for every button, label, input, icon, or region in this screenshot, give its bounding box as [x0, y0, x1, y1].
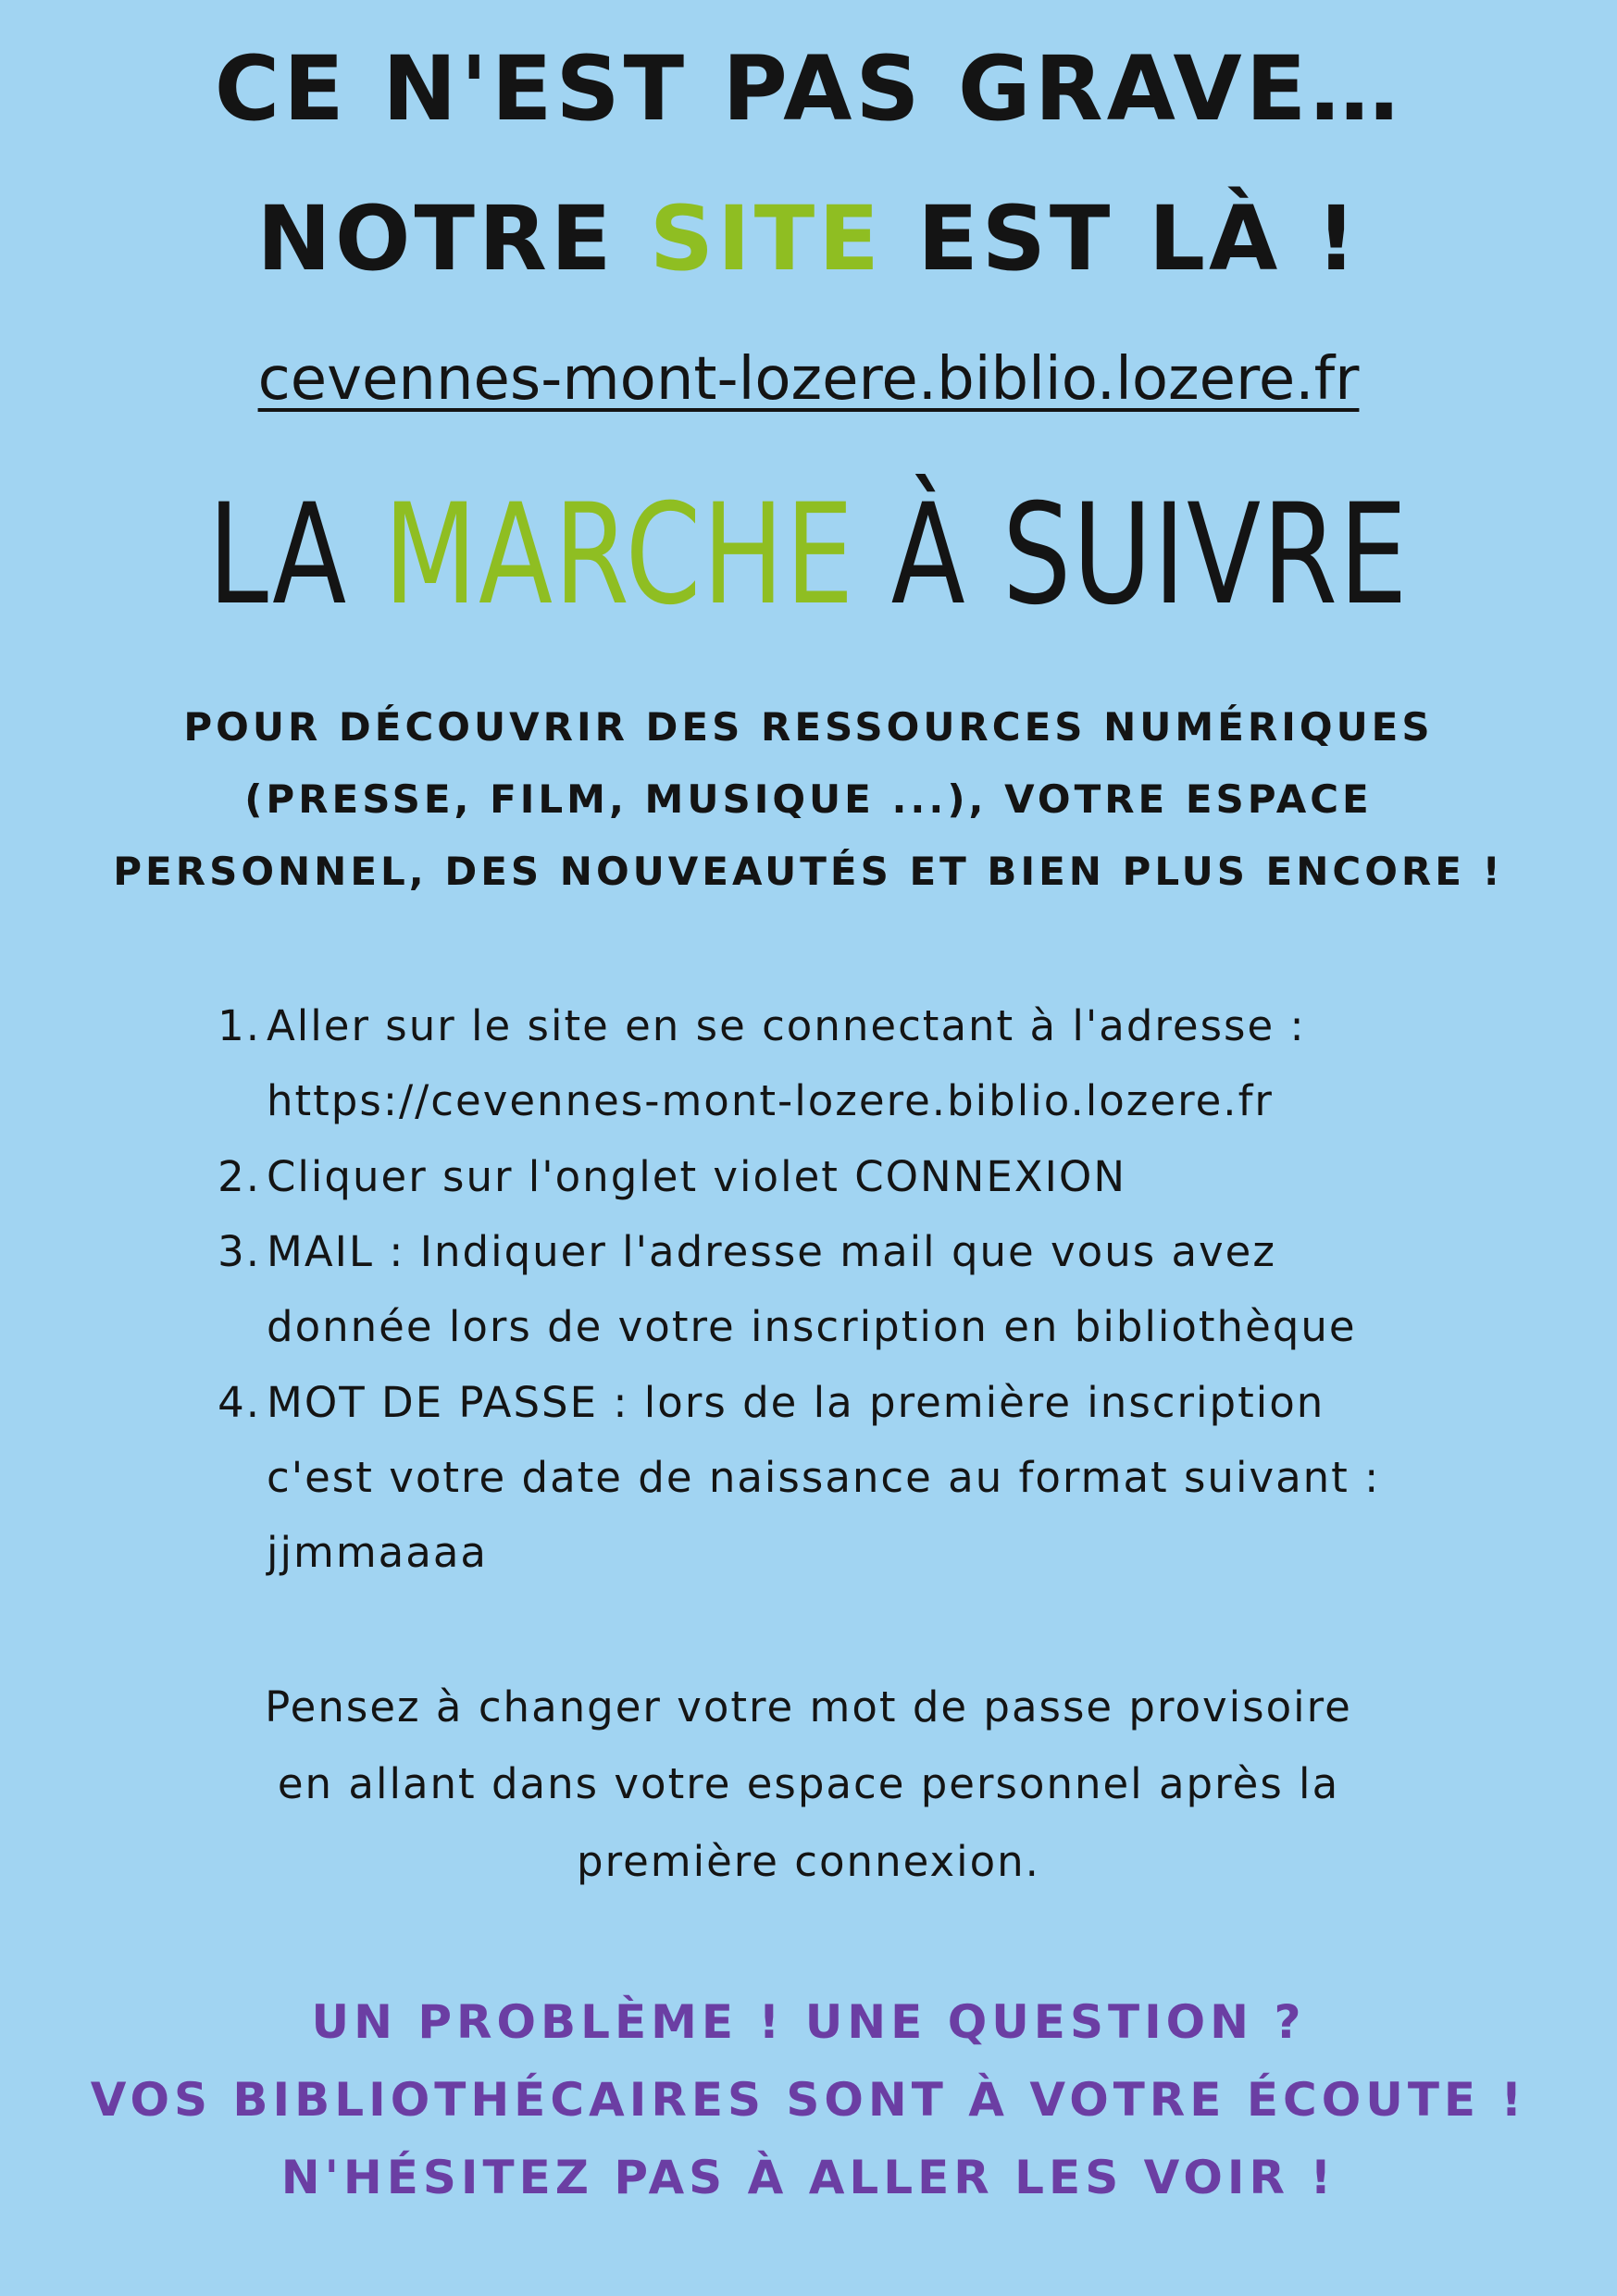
contact-line-1: UN PROBLÈME ! UNE QUESTION ? [311, 1995, 1306, 2049]
step-number: 2. [218, 1152, 261, 1201]
step-text [267, 1378, 1325, 1427]
note-line-1: Pensez à changer votre mot de passe provisoire [265, 1682, 1352, 1731]
headline-text-after: EST LÀ ! [882, 187, 1361, 291]
section-title-highlight: MARCHE [383, 475, 855, 636]
step-text: c'est votre date de naissance au format suivant : [267, 1453, 1381, 1502]
headline-text-before: NOTRE [256, 187, 650, 291]
section-title [178, 475, 1439, 636]
step-number: 1. [218, 1001, 261, 1050]
intro-line-1: POUR DÉCOUVRIR DES RESSOURCES NUMÉRIQUES [183, 704, 1434, 750]
note-line-2: en allant dans votre espace personnel après la [277, 1759, 1340, 1808]
step-text [267, 1227, 1276, 1276]
headline-line-1: CE N'EST PAS GRAVE… [214, 37, 1403, 141]
step-keyword: CONNEXION [854, 1152, 1126, 1201]
step-text-part: : Indiquer l'adresse mail que vous avez [373, 1227, 1276, 1276]
intro-line-2: (PRESSE, FILM, MUSIQUE ...), VOTRE ESPACE [244, 776, 1373, 822]
step-text [267, 1152, 1126, 1201]
step-keyword: MAIL [267, 1227, 374, 1276]
step-text: jjmmaaaa [267, 1528, 488, 1577]
contact-line-3: N'HÉSITEZ PAS À ALLER LES VOIR ! [280, 2151, 1337, 2204]
headline-highlight: SITE [649, 187, 883, 291]
step-text: Aller sur le site en se connectant à l'adresse : [267, 1001, 1306, 1050]
headline-line-2 [0, 187, 1617, 291]
step-url[interactable]: https://cevennes-mont-lozere.biblio.lozere.fr [267, 1076, 1274, 1125]
step-text-part: Cliquer sur l'onglet violet [267, 1152, 855, 1201]
site-url-link[interactable]: cevennes-mont-lozere.biblio.lozere.fr [257, 345, 1360, 414]
step-text: donnée lors de votre inscription en bibliothèque [267, 1302, 1357, 1351]
step-text-part: : lors de la première inscription [598, 1378, 1325, 1427]
step-keyword: MOT DE PASSE [267, 1378, 599, 1427]
step-number: 4. [218, 1378, 261, 1427]
intro-line-3: PERSONNEL, DES NOUVEAUTÉS ET BIEN PLUS ENCORE ! [113, 849, 1504, 894]
note-line-3: première connexion. [577, 1837, 1040, 1886]
section-title-before: LA [207, 475, 384, 636]
contact-line-2: VOS BIBLIOTHÉCAIRES SONT À VOTRE ÉCOUTE ! [90, 2073, 1527, 2127]
step-number: 3. [218, 1227, 261, 1276]
section-title-after: À SUIVRE [854, 475, 1410, 636]
